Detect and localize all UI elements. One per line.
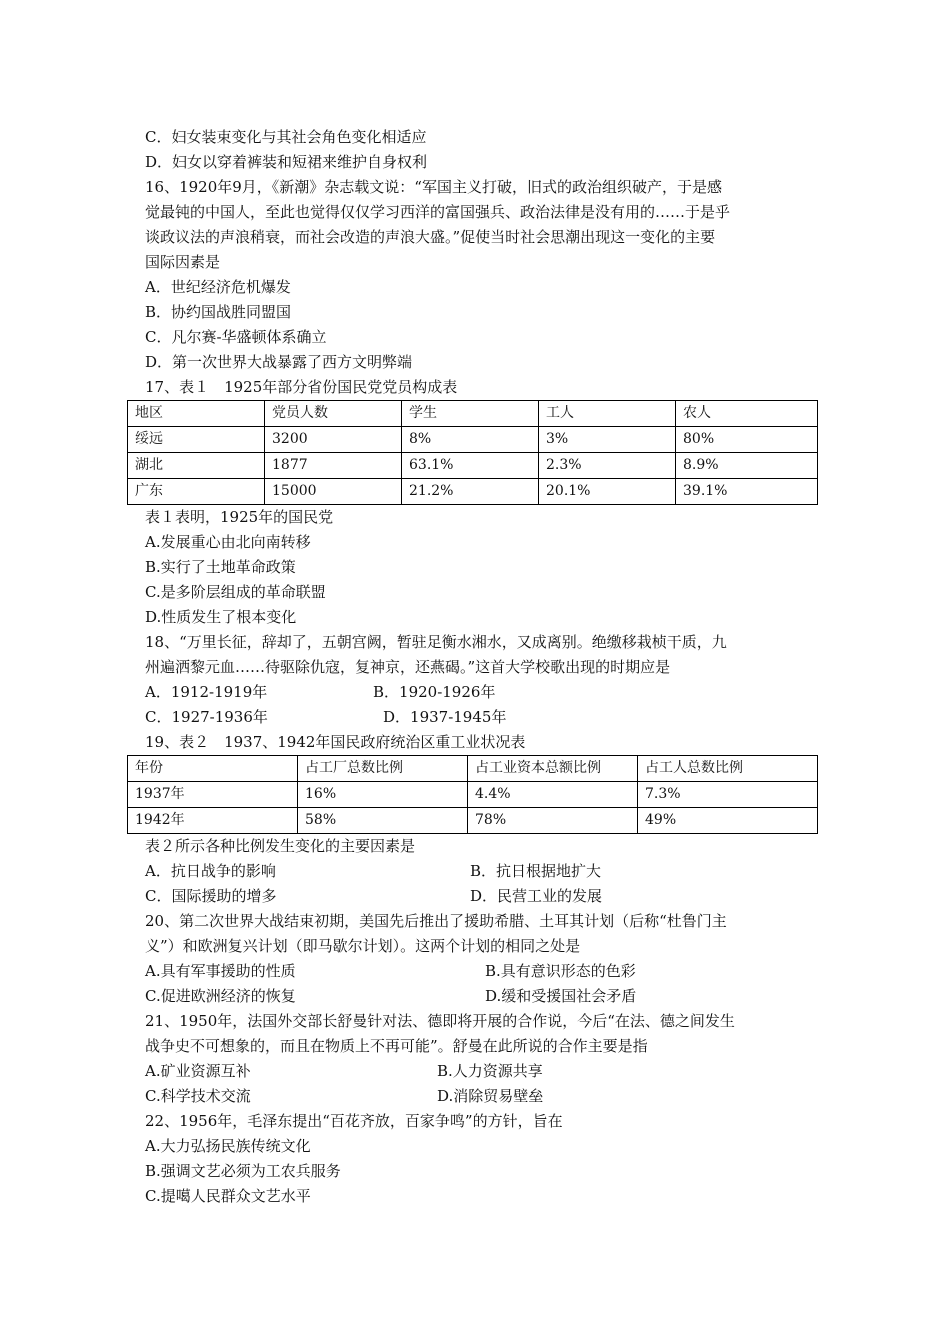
- header-cell-year: 年份: [128, 756, 298, 782]
- table-cell: 绥远: [128, 427, 265, 453]
- table-row: [128, 782, 818, 808]
- table-cell: 63.1%: [402, 453, 539, 479]
- table-header-row: [128, 756, 818, 782]
- q19-option-d: D．民营工业的发展: [470, 887, 603, 905]
- q16-stem-line-2: 觉最钝的中国人，至此也觉得仅仅学习西洋的富国强兵、政治法律是没有用的……于是乎: [145, 203, 731, 221]
- table-cell: 广东: [128, 479, 265, 505]
- header-cell-factory-share: 占工厂总数比例: [298, 756, 468, 782]
- q18-options-row-1: [145, 680, 817, 705]
- q21-stem-line-1: 21、1950年，法国外交部长舒曼针对法、德即将开展的合作说，今后“在法、德之间发生: [145, 1012, 735, 1030]
- q16-option-b: B．协约国战胜同盟国: [145, 303, 292, 321]
- table-cell: 1937年: [128, 782, 298, 808]
- table-cell: 39.1%: [676, 479, 818, 505]
- table-cell: 15000: [265, 479, 402, 505]
- q17-stem: 表１表明，1925年的国民党: [145, 508, 334, 526]
- header-cell-capital-share: 占工业资本总额比例: [468, 756, 638, 782]
- table-cell: 21.2%: [402, 479, 539, 505]
- q21-option-c: C.科学技术交流: [145, 1087, 251, 1105]
- q18-stem-line-1: 18、“万里长征，辞却了，五朝宫阙，暂驻足衡水湘水，又成离别。绝缴移栽桢干质，九: [145, 633, 727, 651]
- q17-option-b: B.实行了土地革命政策: [145, 558, 296, 576]
- table-cell: 8%: [402, 427, 539, 453]
- q20-option-d: D.缓和受援国社会矛盾: [485, 987, 637, 1005]
- table-cell: 16%: [298, 782, 468, 808]
- table-row: [128, 479, 818, 505]
- q19-stem: 表２所示各种比例发生变化的主要因素是: [145, 837, 416, 855]
- q17-option-d: D.性质发生了根本变化: [145, 608, 297, 626]
- table-cell: 2.3%: [539, 453, 676, 479]
- table-cell: 7.3%: [638, 782, 818, 808]
- q20-options-row-1: [145, 959, 817, 984]
- q17-option-a: A.发展重心由北向南转移: [145, 533, 311, 551]
- table-cell: 3200: [265, 427, 402, 453]
- q18-option-c: C．1927-1936年: [145, 708, 268, 726]
- q20-stem-line-2: 义”）和欧洲复兴计划（即马歇尔计划）。这两个计划的相同之处是: [145, 937, 581, 955]
- table-cell: 49%: [638, 808, 818, 834]
- q16-option-d: D．第一次世界大战暴露了西方文明弊端: [145, 353, 413, 371]
- table-cell: 20.1%: [539, 479, 676, 505]
- q18-option-b: B．1920-1926年: [373, 683, 496, 701]
- header-cell-worker-share: 占工人总数比例: [638, 756, 818, 782]
- q22-stem: 22、1956年，毛泽东提出“百花齐放，百家争鸣”的方针，旨在: [145, 1112, 563, 1130]
- table-cell: 1877: [265, 453, 402, 479]
- q21-options-row-1: [145, 1059, 817, 1084]
- page-content: [135, 125, 817, 1209]
- q15-option-c: C．妇女装束变化与其社会角色变化相适应: [145, 128, 427, 146]
- table-cell: 3%: [539, 427, 676, 453]
- q19-option-a: A．抗日战争的影响: [145, 862, 276, 880]
- q19-options-row-1: [145, 859, 817, 884]
- q22-option-c: C.提噶人民群众文艺水平: [145, 1187, 311, 1205]
- q21-stem-line-2: 战争史不可想象的，而且在物质上不再可能”。舒曼在此所说的合作主要是指: [145, 1037, 648, 1055]
- q16-stem-line-3: 谈政议法的声浪稍衰，而社会改造的声浪大盛。”促使当时社会思潮出现这一变化的主要: [145, 228, 716, 246]
- header-cell-region: 地区: [128, 401, 265, 427]
- header-cell-workers: 工人: [539, 401, 676, 427]
- table-row: [128, 808, 818, 834]
- table-cell: 4.4%: [468, 782, 638, 808]
- header-cell-member-count: 党员人数: [265, 401, 402, 427]
- q20-option-b: B.具有意识形态的色彩: [485, 962, 636, 980]
- q17-table-caption: 17、表１ 1925年部分省份国民党党员构成表: [145, 378, 458, 396]
- q20-options-row-2: [145, 984, 817, 1009]
- header-cell-peasants: 农人: [676, 401, 818, 427]
- q19-heavy-industry-table: [127, 755, 818, 834]
- table-row: [128, 427, 818, 453]
- q17-option-c: C.是多阶层组成的革命联盟: [145, 583, 326, 601]
- q21-option-d: D.消除贸易壁垒: [437, 1087, 544, 1105]
- q19-options-row-2: [145, 884, 817, 909]
- q19-option-c: C．国际援助的增多: [145, 887, 277, 905]
- q15-option-d: D．妇女以穿着裤装和短裙来维护自身权利: [145, 153, 428, 171]
- table-header-row: [128, 401, 818, 427]
- q21-options-row-2: [145, 1084, 817, 1109]
- q16-option-c: C．凡尔赛-华盛顿体系确立: [145, 328, 327, 346]
- q22-option-b: B.强调文艺必须为工农兵服务: [145, 1162, 341, 1180]
- table-cell: 1942年: [128, 808, 298, 834]
- q20-stem-line-1: 20、第二次世界大战结束初期，美国先后推出了援助希腊、土耳其计划（后称“杜鲁门主: [145, 912, 727, 930]
- q19-option-b: B．抗日根据地扩大: [470, 862, 602, 880]
- table-row: [128, 453, 818, 479]
- table-cell: 80%: [676, 427, 818, 453]
- q21-option-b: B.人力资源共享: [437, 1062, 543, 1080]
- q18-option-d: D．1937-1945年: [383, 708, 507, 726]
- q16-option-a: A．世纪经济危机爆发: [145, 278, 291, 296]
- table-cell: 58%: [298, 808, 468, 834]
- q22-option-a: A.大力弘扬民族传统文化: [145, 1137, 311, 1155]
- q18-options-row-2: [145, 705, 817, 730]
- table-cell: 湖北: [128, 453, 265, 479]
- q21-option-a: A.矿业资源互补: [145, 1062, 251, 1080]
- table-cell: 78%: [468, 808, 638, 834]
- q20-option-a: A.具有军事援助的性质: [145, 962, 296, 980]
- table-cell: 8.9%: [676, 453, 818, 479]
- q16-stem-line-4: 国际因素是: [145, 253, 221, 271]
- header-cell-students: 学生: [402, 401, 539, 427]
- q19-table-caption: 19、表２ 1937、1942年国民政府统治区重工业状况表: [145, 733, 526, 751]
- q16-stem-line-1: 16、1920年9月，《新潮》杂志载文说：“军国主义打破，旧式的政治组织破产，于是感: [145, 178, 722, 196]
- q20-option-c: C.促进欧洲经济的恢复: [145, 987, 296, 1005]
- q18-stem-line-2: 州遍洒黎元血……待驱除仇寇，复神京，还燕碣。”这首大学校歌出现的时期应是: [145, 658, 671, 676]
- q17-party-member-table: [127, 400, 818, 505]
- q18-option-a: A．1912-1919年: [145, 683, 268, 701]
